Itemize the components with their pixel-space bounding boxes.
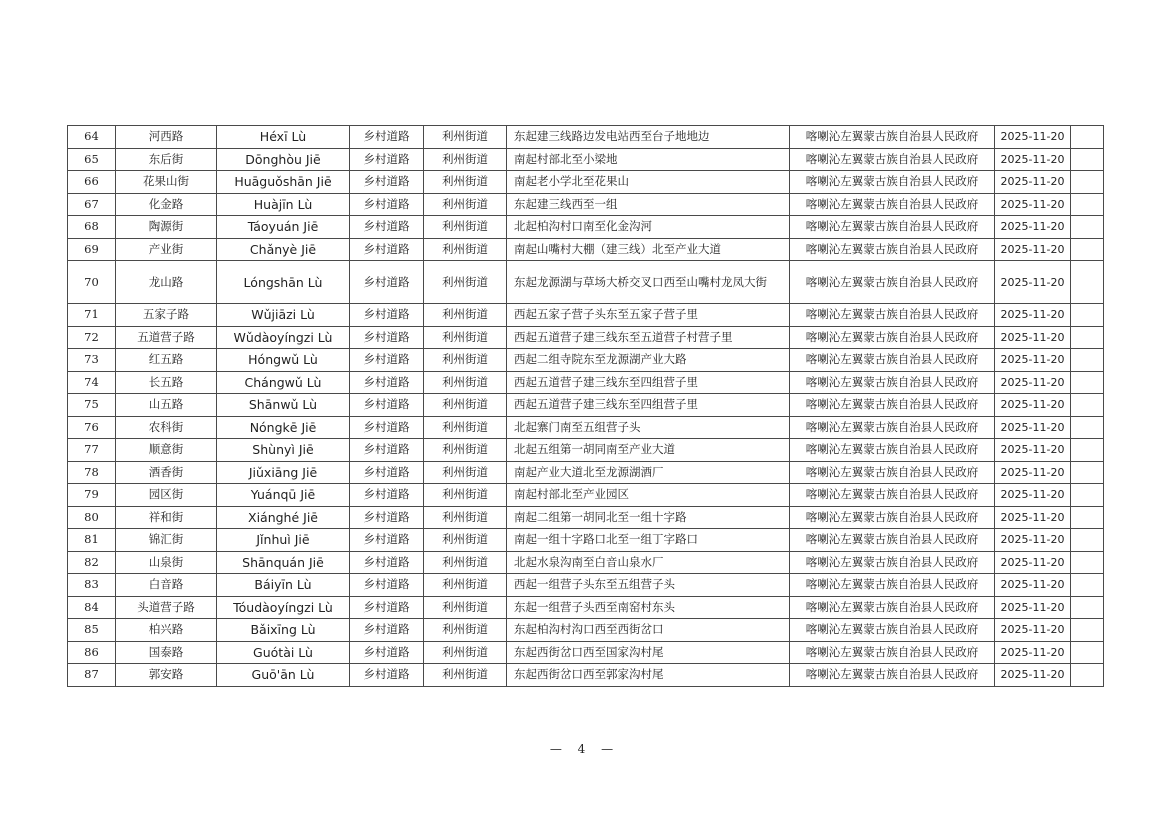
remarks-cell — [1071, 371, 1104, 394]
pinyin-cell: Chángwǔ Lù — [217, 371, 350, 394]
approval-date-cell: 2025-11-20 — [995, 171, 1071, 194]
row-number-cell: 73 — [68, 349, 116, 372]
road-category-cell: 乡村道路 — [350, 439, 424, 462]
subdistrict-cell: 利州街道 — [424, 619, 507, 642]
table-row — [68, 304, 1104, 327]
road-name-cell: 园区街 — [116, 484, 217, 507]
subdistrict-cell: 利州街道 — [424, 238, 507, 261]
route-description-cell: 东起西街岔口西至国家沟村尾 — [507, 641, 790, 664]
route-description-cell: 东起建三线西至一组 — [507, 193, 790, 216]
approval-date-cell: 2025-11-20 — [995, 439, 1071, 462]
pinyin-cell: Nóngkē Jiē — [217, 416, 350, 439]
row-number-cell: 66 — [68, 171, 116, 194]
road-name-cell: 山泉街 — [116, 551, 217, 574]
road-category-cell: 乡村道路 — [350, 261, 424, 304]
pinyin-cell: Jǐnhuì Jiē — [217, 529, 350, 552]
pinyin-cell: Jiǔxiāng Jiē — [217, 461, 350, 484]
subdistrict-cell: 利州街道 — [424, 148, 507, 171]
road-name-cell: 东后街 — [116, 148, 217, 171]
road-category-cell: 乡村道路 — [350, 551, 424, 574]
approval-date-cell: 2025-11-20 — [995, 596, 1071, 619]
approval-date-cell: 2025-11-20 — [995, 664, 1071, 687]
approving-authority-cell: 喀喇沁左翼蒙古族自治县人民政府 — [790, 664, 995, 687]
route-description-cell: 东起建三线路边发电站西至台子地地边 — [507, 126, 790, 149]
pinyin-cell: Wǔjiāzi Lù — [217, 304, 350, 327]
road-category-cell: 乡村道路 — [350, 484, 424, 507]
road-names-table — [67, 125, 1104, 687]
approval-date-cell: 2025-11-20 — [995, 126, 1071, 149]
approving-authority-cell: 喀喇沁左翼蒙古族自治县人民政府 — [790, 216, 995, 239]
row-number-cell: 71 — [68, 304, 116, 327]
road-category-cell: 乡村道路 — [350, 529, 424, 552]
route-description-cell: 西起二组寺院东至龙源湖产业大路 — [507, 349, 790, 372]
road-category-cell: 乡村道路 — [350, 349, 424, 372]
road-name-cell: 花果山街 — [116, 171, 217, 194]
route-description-cell: 西起五道营子建三线东至四组营子里 — [507, 394, 790, 417]
row-number-cell: 87 — [68, 664, 116, 687]
subdistrict-cell: 利州街道 — [424, 326, 507, 349]
subdistrict-cell: 利州街道 — [424, 394, 507, 417]
approving-authority-cell: 喀喇沁左翼蒙古族自治县人民政府 — [790, 574, 995, 597]
page-number: — 4 — — [549, 742, 620, 756]
road-category-cell: 乡村道路 — [350, 238, 424, 261]
approving-authority-cell: 喀喇沁左翼蒙古族自治县人民政府 — [790, 193, 995, 216]
row-number-cell: 78 — [68, 461, 116, 484]
subdistrict-cell: 利州街道 — [424, 193, 507, 216]
table-row — [68, 484, 1104, 507]
approving-authority-cell: 喀喇沁左翼蒙古族自治县人民政府 — [790, 439, 995, 462]
road-name-cell: 酒香街 — [116, 461, 217, 484]
subdistrict-cell: 利州街道 — [424, 461, 507, 484]
approval-date-cell: 2025-11-20 — [995, 506, 1071, 529]
table-row — [68, 506, 1104, 529]
approving-authority-cell: 喀喇沁左翼蒙古族自治县人民政府 — [790, 596, 995, 619]
road-name-cell: 郭安路 — [116, 664, 217, 687]
row-number-cell: 75 — [68, 394, 116, 417]
approval-date-cell: 2025-11-20 — [995, 619, 1071, 642]
table-body — [68, 126, 1104, 687]
row-number-cell: 82 — [68, 551, 116, 574]
pinyin-cell: Lóngshān Lù — [217, 261, 350, 304]
approving-authority-cell: 喀喇沁左翼蒙古族自治县人民政府 — [790, 304, 995, 327]
remarks-cell — [1071, 238, 1104, 261]
route-description-cell: 北起水泉沟南至白音山泉水厂 — [507, 551, 790, 574]
pinyin-cell: Shùnyì Jiē — [217, 439, 350, 462]
pinyin-cell: Huāguǒshān Jiē — [217, 171, 350, 194]
subdistrict-cell: 利州街道 — [424, 596, 507, 619]
road-category-cell: 乡村道路 — [350, 126, 424, 149]
remarks-cell — [1071, 349, 1104, 372]
row-number-cell: 74 — [68, 371, 116, 394]
approving-authority-cell: 喀喇沁左翼蒙古族自治县人民政府 — [790, 551, 995, 574]
road-category-cell: 乡村道路 — [350, 148, 424, 171]
subdistrict-cell: 利州街道 — [424, 641, 507, 664]
approving-authority-cell: 喀喇沁左翼蒙古族自治县人民政府 — [790, 126, 995, 149]
road-category-cell: 乡村道路 — [350, 641, 424, 664]
table-row — [68, 126, 1104, 149]
row-number-cell: 81 — [68, 529, 116, 552]
route-description-cell: 南起老小学北至花果山 — [507, 171, 790, 194]
remarks-cell — [1071, 461, 1104, 484]
remarks-cell — [1071, 596, 1104, 619]
table-row — [68, 349, 1104, 372]
road-name-cell: 河西路 — [116, 126, 217, 149]
subdistrict-cell: 利州街道 — [424, 216, 507, 239]
approving-authority-cell: 喀喇沁左翼蒙古族自治县人民政府 — [790, 529, 995, 552]
road-name-cell: 祥和街 — [116, 506, 217, 529]
approving-authority-cell: 喀喇沁左翼蒙古族自治县人民政府 — [790, 371, 995, 394]
pinyin-cell: Huàjīn Lù — [217, 193, 350, 216]
remarks-cell — [1071, 551, 1104, 574]
remarks-cell — [1071, 148, 1104, 171]
row-number-cell: 85 — [68, 619, 116, 642]
pinyin-cell: Shānwǔ Lù — [217, 394, 350, 417]
remarks-cell — [1071, 126, 1104, 149]
remarks-cell — [1071, 664, 1104, 687]
approving-authority-cell: 喀喇沁左翼蒙古族自治县人民政府 — [790, 461, 995, 484]
approving-authority-cell: 喀喇沁左翼蒙古族自治县人民政府 — [790, 238, 995, 261]
approving-authority-cell: 喀喇沁左翼蒙古族自治县人民政府 — [790, 394, 995, 417]
route-description-cell: 东起柏沟村沟口西至西街岔口 — [507, 619, 790, 642]
approval-date-cell: 2025-11-20 — [995, 304, 1071, 327]
row-number-cell: 76 — [68, 416, 116, 439]
remarks-cell — [1071, 529, 1104, 552]
approval-date-cell: 2025-11-20 — [995, 641, 1071, 664]
pinyin-cell: Tóudàoyíngzi Lù — [217, 596, 350, 619]
subdistrict-cell: 利州街道 — [424, 349, 507, 372]
approving-authority-cell: 喀喇沁左翼蒙古族自治县人民政府 — [790, 349, 995, 372]
row-number-cell: 72 — [68, 326, 116, 349]
pinyin-cell: Guótài Lù — [217, 641, 350, 664]
table-row — [68, 326, 1104, 349]
road-category-cell: 乡村道路 — [350, 619, 424, 642]
remarks-cell — [1071, 506, 1104, 529]
subdistrict-cell: 利州街道 — [424, 551, 507, 574]
road-category-cell: 乡村道路 — [350, 596, 424, 619]
row-number-cell: 79 — [68, 484, 116, 507]
approval-date-cell: 2025-11-20 — [995, 394, 1071, 417]
row-number-cell: 84 — [68, 596, 116, 619]
pinyin-cell: Xiánghé Jiē — [217, 506, 350, 529]
remarks-cell — [1071, 326, 1104, 349]
pinyin-cell: Héxī Lù — [217, 126, 350, 149]
approval-date-cell: 2025-11-20 — [995, 371, 1071, 394]
approval-date-cell: 2025-11-20 — [995, 148, 1071, 171]
road-name-cell: 农科街 — [116, 416, 217, 439]
approving-authority-cell: 喀喇沁左翼蒙古族自治县人民政府 — [790, 416, 995, 439]
approving-authority-cell: 喀喇沁左翼蒙古族自治县人民政府 — [790, 484, 995, 507]
road-name-cell: 柏兴路 — [116, 619, 217, 642]
road-category-cell: 乡村道路 — [350, 171, 424, 194]
road-name-cell: 产业街 — [116, 238, 217, 261]
subdistrict-cell: 利州街道 — [424, 304, 507, 327]
table-row — [68, 371, 1104, 394]
table-row — [68, 394, 1104, 417]
approving-authority-cell: 喀喇沁左翼蒙古族自治县人民政府 — [790, 171, 995, 194]
road-category-cell: 乡村道路 — [350, 416, 424, 439]
road-category-cell: 乡村道路 — [350, 574, 424, 597]
road-name-cell: 红五路 — [116, 349, 217, 372]
road-name-cell: 白音路 — [116, 574, 217, 597]
route-description-cell: 西起五道营子建三线东至四组营子里 — [507, 371, 790, 394]
approving-authority-cell: 喀喇沁左翼蒙古族自治县人民政府 — [790, 619, 995, 642]
approving-authority-cell: 喀喇沁左翼蒙古族自治县人民政府 — [790, 641, 995, 664]
row-number-cell: 80 — [68, 506, 116, 529]
approval-date-cell: 2025-11-20 — [995, 216, 1071, 239]
row-number-cell: 64 — [68, 126, 116, 149]
subdistrict-cell: 利州街道 — [424, 371, 507, 394]
row-number-cell: 69 — [68, 238, 116, 261]
route-description-cell: 南起产业大道北至龙源湖酒厂 — [507, 461, 790, 484]
road-category-cell: 乡村道路 — [350, 394, 424, 417]
table-row — [68, 574, 1104, 597]
table-row — [68, 261, 1104, 304]
approval-date-cell: 2025-11-20 — [995, 416, 1071, 439]
road-name-cell: 顺意街 — [116, 439, 217, 462]
pinyin-cell: Shānquán Jiē — [217, 551, 350, 574]
approval-date-cell: 2025-11-20 — [995, 261, 1071, 304]
road-name-cell: 头道营子路 — [116, 596, 217, 619]
table-row — [68, 193, 1104, 216]
route-description-cell: 北起柏沟村口南至化金沟河 — [507, 216, 790, 239]
route-description-cell: 北起寨门南至五组营子头 — [507, 416, 790, 439]
approval-date-cell: 2025-11-20 — [995, 461, 1071, 484]
pinyin-cell: Wǔdàoyíngzi Lù — [217, 326, 350, 349]
row-number-cell: 68 — [68, 216, 116, 239]
subdistrict-cell: 利州街道 — [424, 171, 507, 194]
route-description-cell: 西起五道营子建三线东至五道营子村营子里 — [507, 326, 790, 349]
pinyin-cell: Táoyuán Jiē — [217, 216, 350, 239]
remarks-cell — [1071, 216, 1104, 239]
route-description-cell: 南起村部北至产业园区 — [507, 484, 790, 507]
subdistrict-cell: 利州街道 — [424, 484, 507, 507]
remarks-cell — [1071, 171, 1104, 194]
table-row — [68, 551, 1104, 574]
approving-authority-cell: 喀喇沁左翼蒙古族自治县人民政府 — [790, 506, 995, 529]
table-row — [68, 416, 1104, 439]
remarks-cell — [1071, 416, 1104, 439]
subdistrict-cell: 利州街道 — [424, 261, 507, 304]
route-description-cell: 南起村部北至小梁地 — [507, 148, 790, 171]
approval-date-cell: 2025-11-20 — [995, 551, 1071, 574]
subdistrict-cell: 利州街道 — [424, 126, 507, 149]
route-description-cell: 东起西街岔口西至郭家沟村尾 — [507, 664, 790, 687]
remarks-cell — [1071, 439, 1104, 462]
table-row — [68, 596, 1104, 619]
road-name-cell: 山五路 — [116, 394, 217, 417]
pinyin-cell: Báiyīn Lù — [217, 574, 350, 597]
row-number-cell: 77 — [68, 439, 116, 462]
approval-date-cell: 2025-11-20 — [995, 349, 1071, 372]
road-name-cell: 锦汇街 — [116, 529, 217, 552]
subdistrict-cell: 利州街道 — [424, 574, 507, 597]
approving-authority-cell: 喀喇沁左翼蒙古族自治县人民政府 — [790, 326, 995, 349]
route-description-cell: 南起二组第一胡同北至一组十字路 — [507, 506, 790, 529]
table-row — [68, 238, 1104, 261]
table-row — [68, 148, 1104, 171]
road-category-cell: 乡村道路 — [350, 506, 424, 529]
remarks-cell — [1071, 641, 1104, 664]
pinyin-cell: Dōnghòu Jiē — [217, 148, 350, 171]
route-description-cell: 北起五组第一胡同南至产业大道 — [507, 439, 790, 462]
approval-date-cell: 2025-11-20 — [995, 326, 1071, 349]
row-number-cell: 67 — [68, 193, 116, 216]
pinyin-cell: Guō'ān Lù — [217, 664, 350, 687]
road-category-cell: 乡村道路 — [350, 326, 424, 349]
road-name-cell: 长五路 — [116, 371, 217, 394]
remarks-cell — [1071, 304, 1104, 327]
remarks-cell — [1071, 261, 1104, 304]
road-category-cell: 乡村道路 — [350, 664, 424, 687]
road-name-cell: 化金路 — [116, 193, 217, 216]
route-description-cell: 西起一组营子头东至五组营子头 — [507, 574, 790, 597]
route-description-cell: 东起一组营子头西至南窑村东头 — [507, 596, 790, 619]
row-number-cell: 65 — [68, 148, 116, 171]
pinyin-cell: Yuánqū Jiē — [217, 484, 350, 507]
route-description-cell: 南起山嘴村大棚（建三线）北至产业大道 — [507, 238, 790, 261]
approving-authority-cell: 喀喇沁左翼蒙古族自治县人民政府 — [790, 148, 995, 171]
approval-date-cell: 2025-11-20 — [995, 238, 1071, 261]
road-category-cell: 乡村道路 — [350, 216, 424, 239]
subdistrict-cell: 利州街道 — [424, 664, 507, 687]
table-row — [68, 461, 1104, 484]
remarks-cell — [1071, 193, 1104, 216]
remarks-cell — [1071, 394, 1104, 417]
pinyin-cell: Chǎnyè Jiē — [217, 238, 350, 261]
remarks-cell — [1071, 619, 1104, 642]
table-row — [68, 664, 1104, 687]
row-number-cell: 86 — [68, 641, 116, 664]
approval-date-cell: 2025-11-20 — [995, 529, 1071, 552]
table-row — [68, 641, 1104, 664]
road-name-cell: 陶源街 — [116, 216, 217, 239]
approval-date-cell: 2025-11-20 — [995, 574, 1071, 597]
road-name-cell: 龙山路 — [116, 261, 217, 304]
row-number-cell: 83 — [68, 574, 116, 597]
table-row — [68, 619, 1104, 642]
table-row — [68, 529, 1104, 552]
road-category-cell: 乡村道路 — [350, 193, 424, 216]
road-name-cell: 国泰路 — [116, 641, 217, 664]
remarks-cell — [1071, 574, 1104, 597]
road-category-cell: 乡村道路 — [350, 461, 424, 484]
pinyin-cell: Hóngwǔ Lù — [217, 349, 350, 372]
route-description-cell: 西起五家子营子头东至五家子营子里 — [507, 304, 790, 327]
road-category-cell: 乡村道路 — [350, 371, 424, 394]
road-category-cell: 乡村道路 — [350, 304, 424, 327]
table-row — [68, 216, 1104, 239]
road-name-cell: 五道营子路 — [116, 326, 217, 349]
table-row — [68, 439, 1104, 462]
subdistrict-cell: 利州街道 — [424, 439, 507, 462]
approving-authority-cell: 喀喇沁左翼蒙古族自治县人民政府 — [790, 261, 995, 304]
approval-date-cell: 2025-11-20 — [995, 484, 1071, 507]
row-number-cell: 70 — [68, 261, 116, 304]
route-description-cell: 东起龙源湖与草场大桥交叉口西至山嘴村龙凤大街 — [507, 261, 790, 304]
subdistrict-cell: 利州街道 — [424, 416, 507, 439]
table-row — [68, 171, 1104, 194]
route-description-cell: 南起一组十字路口北至一组丁字路口 — [507, 529, 790, 552]
road-name-cell: 五家子路 — [116, 304, 217, 327]
subdistrict-cell: 利州街道 — [424, 506, 507, 529]
subdistrict-cell: 利州街道 — [424, 529, 507, 552]
pinyin-cell: Bǎixīng Lù — [217, 619, 350, 642]
approval-date-cell: 2025-11-20 — [995, 193, 1071, 216]
remarks-cell — [1071, 484, 1104, 507]
